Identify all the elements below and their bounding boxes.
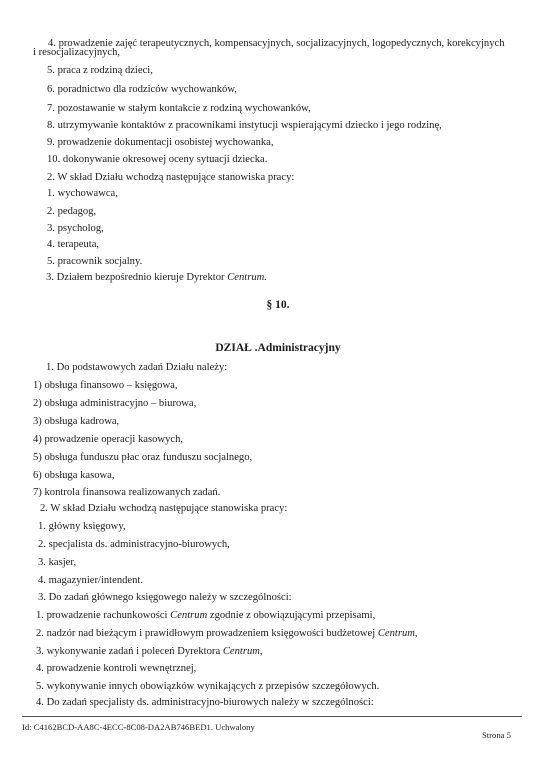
list-item: 1. główny księgowy, xyxy=(38,521,126,532)
text-segment: zgodnie z obowiązującymi przepisami, xyxy=(209,610,376,621)
section-number: § 10. xyxy=(266,299,290,311)
list-item: 3. kasjer, xyxy=(38,557,77,568)
list-item: 8. utrzymywanie kontaktów z pracownikami instytucji wspierającymi dziecko i jego rodzinę, xyxy=(47,120,442,131)
list-item: 1) obsługa finansowo – księgowa, xyxy=(33,380,178,391)
paragraph: 2. W skład Działu wchodzą następujące stanowiska pracy: xyxy=(47,172,295,183)
footer-divider xyxy=(22,716,522,717)
list-item: 1. wychowawca, xyxy=(47,188,118,199)
list-item: 4. terapeuta, xyxy=(47,239,100,250)
text-line: 4. prowadzenie zajęć terapeutycznych, kompensacyjnych, socjalizacyjnych, logopedycznych, korekcyjnych xyxy=(48,38,505,49)
list-item: 9. prowadzenie dokumentacji osobistej wychowanka, xyxy=(47,137,274,148)
list-item: 4. magazynier/intendent. xyxy=(38,575,144,586)
text-segment: 3. wykonywanie zadań i poleceń Dyrektora xyxy=(36,646,221,657)
list-item: 2) obsługa administracyjno – biurowa, xyxy=(33,398,197,409)
text-segment: 2. nadzór nad bieżącym i prawidłowym prowadzeniem księgowości budżetowej xyxy=(36,628,376,639)
paragraph: 3. Do zadań głównego księgowego należy w szczególności: xyxy=(38,592,292,603)
paragraph: 1. Do podstawowych zadań Działu należy: xyxy=(46,362,228,373)
text-segment: , xyxy=(259,646,263,657)
list-item: 7) kontrola finansowa realizowanych zadań. xyxy=(33,487,221,498)
centrum-italic: Centrum xyxy=(222,646,260,657)
text-segment: 1. prowadzenie rachunkowości xyxy=(36,610,168,621)
list-item: 6) obsługa kasowa, xyxy=(33,470,115,481)
section-title: DZIAŁ .Administracyjny xyxy=(215,342,341,354)
list-item: 5. pracownik socjalny. xyxy=(47,256,143,267)
page-number: Strona 5 xyxy=(482,730,511,740)
centrum-italic: Centrum. xyxy=(227,272,267,283)
list-item: 3) obsługa kadrowa, xyxy=(33,416,120,427)
paragraph: 4. Do zadań specjalisty ds. administracyjno-biurowych należy w szczególności: xyxy=(36,697,374,708)
paragraph xyxy=(46,272,267,284)
list-item: 6. poradnictwo dla rodziców wychowanków, xyxy=(47,84,237,95)
list-item: 10. dokonywanie okresowej oceny sytuacji dziecka. xyxy=(47,154,268,165)
list-item: 5) obsługa funduszu płac oraz funduszu socjalnego, xyxy=(33,452,253,463)
centrum-italic: Centrum xyxy=(170,610,208,621)
list-item: 5. praca z rodziną dzieci, xyxy=(47,65,153,76)
paragraph: 2. W skład Działu wchodzą następujące stanowiska pracy: xyxy=(40,503,288,514)
list-item xyxy=(36,610,375,622)
centrum-italic: Centrum xyxy=(377,628,415,639)
text-segment: 3. Działem bezpośrednio kieruje Dyrektor xyxy=(46,272,225,283)
list-item xyxy=(36,646,263,658)
list-item: 3. psycholog, xyxy=(47,223,104,234)
list-item: 4) prowadzenie operacji kasowych, xyxy=(33,434,184,445)
list-item: 5. wykonywanie innych obowiązków wynikających z przepisów szczegółowych. xyxy=(36,681,380,692)
list-item: 4. prowadzenie kontroli wewnętrznej, xyxy=(36,663,197,674)
list-item: 2. specjalista ds. administracyjno-biurowych, xyxy=(38,539,230,550)
text-segment: , xyxy=(414,628,418,639)
document-id: Id: C4162BCD-AA8C-4ECC-8C08-DA2AB746BED1. Uchwalony xyxy=(22,722,255,732)
text-line: i resocjalizacyjnych, xyxy=(33,47,121,58)
list-item xyxy=(36,628,418,640)
list-item: 7. pozostawanie w stałym kontakcie z rodziną wychowanków, xyxy=(47,103,311,114)
list-item: 2. pedagog, xyxy=(47,206,97,217)
